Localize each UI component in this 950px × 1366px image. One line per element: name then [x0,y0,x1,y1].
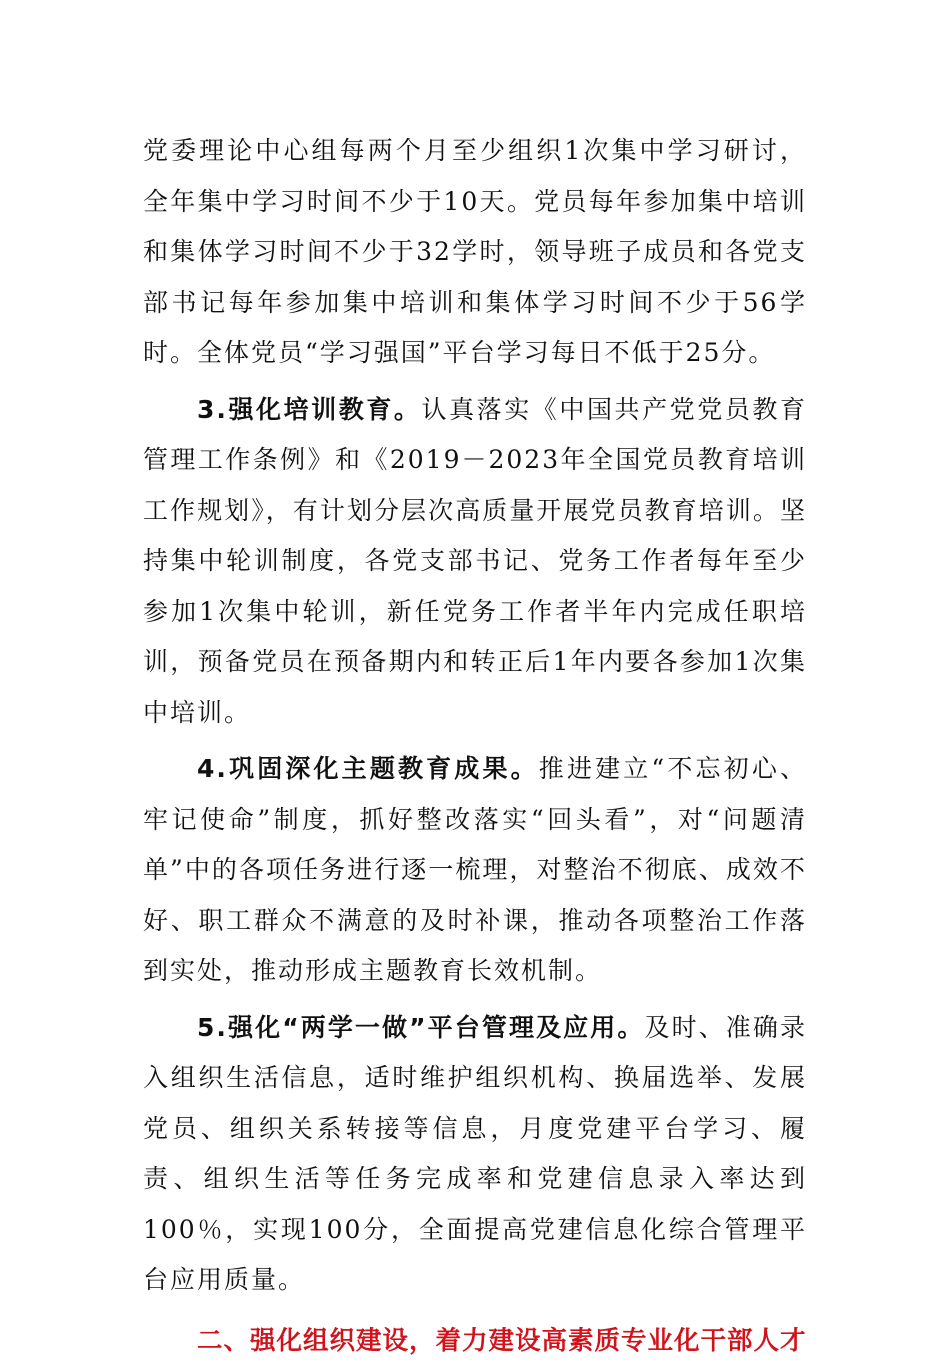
item-training-education [143,385,807,739]
item-theme-education [143,744,807,997]
section-heading: 二、强化组织建设，着力建设高素质专业化干部人才 [197,1325,807,1356]
paragraph-study-requirements [143,126,807,379]
item-title: 4.巩固深化主题教育成果。 [197,754,539,783]
item-platform-management [143,1003,807,1306]
item-body: 认真落实《中国共产党党员教育管理工作条例》和《2019－2023年全国党员教育培训工作规划》，有计划分层次高质量开展党员教育培训。坚持集中轮训制度，各党支部书记、党务工作者每年至少参加1次集中轮训，新任党务工作者半年内完成任职培训，预备党员在预备期内和转正后1年内要各参加1次集中培训。 [143,394,807,727]
paragraph-text: 党委理论中心组每两个月至少组织1次集中学习研讨，全年集中学习时间不少于10天。党员每年参加集中培训和集体学习时间不少于32学时，领导班子成员和各党支部书记每年参加集中培训和集体学习时间不少于56学时。全体党员“学习强国”平台学习每日不低于25分。 [143,136,807,367]
item-title: 3.强化培训教育。 [197,394,422,424]
item-body: 推进建立“不忘初心、牢记使命”制度，抓好整改落实“回头看”，对“问题清单”中的各项任务进行逐一梳理，对整治不彻底、成效不好、职工群众不满意的及时补课，推动各项整治工作落到实处，推动形成主题教育长效机制。 [143,754,807,985]
item-title: 5.强化“两学一做”平台管理及应用。 [197,1012,645,1042]
document-page [143,126,807,1366]
item-body: 及时、准确录入组织生活信息，适时维护组织机构、换届选举、发展党员、组织关系转接等信息，月度党建平台学习、履责、组织生活等任务完成率和党建信息录入率达到100％，实现100分，全面提高党建信息化综合管理平台应用质量。 [143,1012,807,1294]
